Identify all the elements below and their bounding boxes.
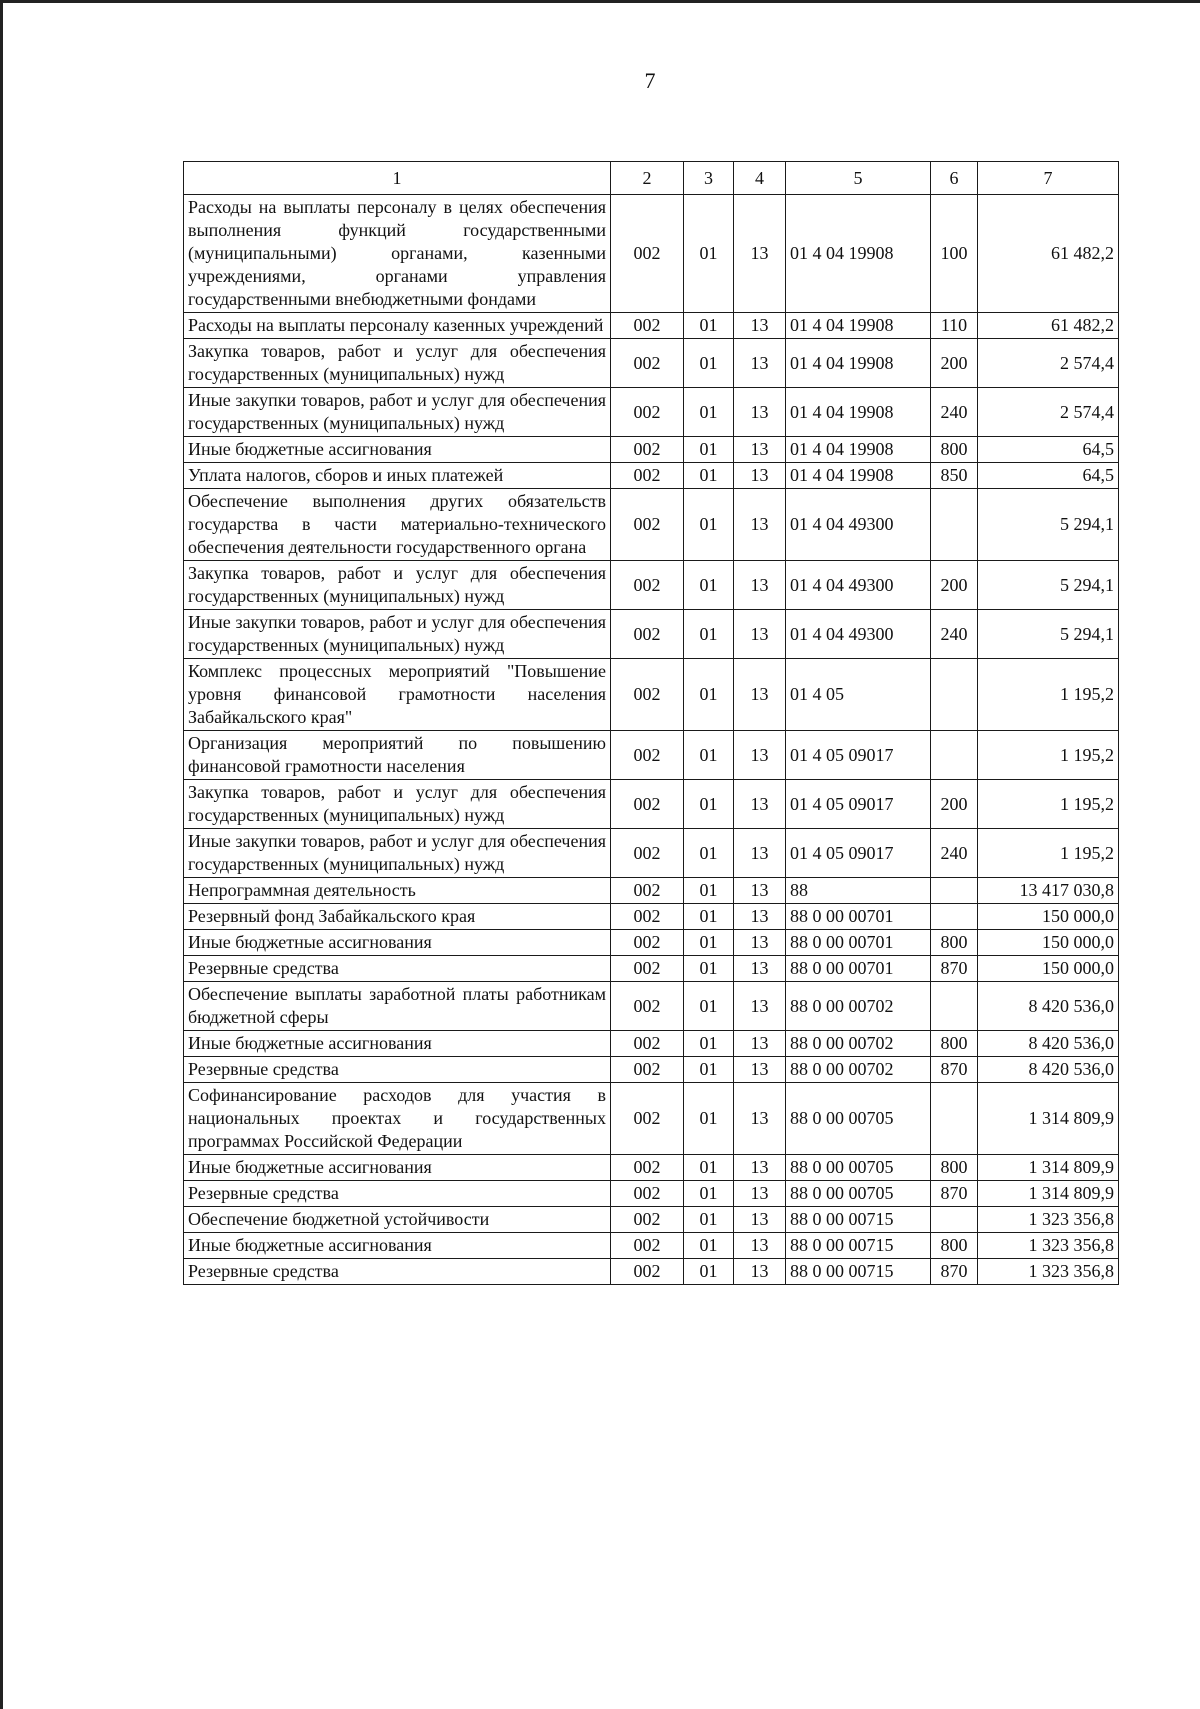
cell-section-code: 01 bbox=[684, 1233, 734, 1259]
cell-target-article-code: 88 0 00 00701 bbox=[786, 930, 931, 956]
cell-section-code: 01 bbox=[684, 1259, 734, 1285]
cell-section-code: 01 bbox=[684, 463, 734, 489]
cell-ministry-code: 002 bbox=[611, 1181, 684, 1207]
cell-ministry-code: 002 bbox=[611, 610, 684, 659]
cell-expense-type-code bbox=[931, 1083, 978, 1155]
header-col-5: 5 bbox=[786, 162, 931, 195]
cell-section-code: 01 bbox=[684, 829, 734, 878]
cell-target-article-code: 01 4 04 19908 bbox=[786, 339, 931, 388]
table-row bbox=[184, 1181, 1119, 1207]
cell-target-article-code: 88 0 00 00715 bbox=[786, 1207, 931, 1233]
cell-amount: 5 294,1 bbox=[978, 561, 1119, 610]
cell-ministry-code: 002 bbox=[611, 388, 684, 437]
cell-section-code: 01 bbox=[684, 195, 734, 313]
cell-subsection-code: 13 bbox=[734, 313, 786, 339]
table-row bbox=[184, 1031, 1119, 1057]
cell-expense-name: Закупка товаров, работ и услуг для обеспечения государственных (муниципальных) нужд bbox=[184, 561, 611, 610]
cell-ministry-code: 002 bbox=[611, 437, 684, 463]
cell-expense-name: Иные бюджетные ассигнования bbox=[184, 930, 611, 956]
cell-section-code: 01 bbox=[684, 1083, 734, 1155]
cell-target-article-code: 88 0 00 00701 bbox=[786, 956, 931, 982]
table-row bbox=[184, 1259, 1119, 1285]
cell-expense-type-code: 240 bbox=[931, 610, 978, 659]
cell-amount: 1 323 356,8 bbox=[978, 1207, 1119, 1233]
cell-expense-type-code: 240 bbox=[931, 388, 978, 437]
cell-ministry-code: 002 bbox=[611, 930, 684, 956]
table-row bbox=[184, 313, 1119, 339]
cell-section-code: 01 bbox=[684, 1181, 734, 1207]
cell-expense-name: Обеспечение бюджетной устойчивости bbox=[184, 1207, 611, 1233]
cell-subsection-code: 13 bbox=[734, 1057, 786, 1083]
header-col-7: 7 bbox=[978, 162, 1119, 195]
cell-subsection-code: 13 bbox=[734, 659, 786, 731]
cell-expense-name: Обеспечение выполнения других обязательств государства в части материально-технического обеспечения деятельности государственного органа bbox=[184, 489, 611, 561]
cell-amount: 5 294,1 bbox=[978, 610, 1119, 659]
cell-amount: 1 314 809,9 bbox=[978, 1155, 1119, 1181]
cell-amount: 2 574,4 bbox=[978, 388, 1119, 437]
cell-amount: 1 314 809,9 bbox=[978, 1083, 1119, 1155]
cell-ministry-code: 002 bbox=[611, 489, 684, 561]
cell-section-code: 01 bbox=[684, 489, 734, 561]
cell-subsection-code: 13 bbox=[734, 780, 786, 829]
cell-ministry-code: 002 bbox=[611, 1233, 684, 1259]
cell-amount: 1 195,2 bbox=[978, 731, 1119, 780]
cell-ministry-code: 002 bbox=[611, 339, 684, 388]
header-col-2: 2 bbox=[611, 162, 684, 195]
table-row bbox=[184, 489, 1119, 561]
cell-expense-name: Обеспечение выплаты заработной платы работникам бюджетной сферы bbox=[184, 982, 611, 1031]
cell-expense-name: Резервный фонд Забайкальского края bbox=[184, 904, 611, 930]
cell-ministry-code: 002 bbox=[611, 659, 684, 731]
table-row bbox=[184, 610, 1119, 659]
cell-expense-name: Иные бюджетные ассигнования bbox=[184, 437, 611, 463]
budget-table bbox=[183, 161, 1119, 1285]
table-row bbox=[184, 339, 1119, 388]
cell-section-code: 01 bbox=[684, 878, 734, 904]
cell-expense-type-code: 110 bbox=[931, 313, 978, 339]
cell-expense-name: Иные бюджетные ассигнования bbox=[184, 1233, 611, 1259]
cell-subsection-code: 13 bbox=[734, 878, 786, 904]
cell-ministry-code: 002 bbox=[611, 1083, 684, 1155]
cell-ministry-code: 002 bbox=[611, 982, 684, 1031]
cell-target-article-code: 01 4 04 49300 bbox=[786, 489, 931, 561]
cell-subsection-code: 13 bbox=[734, 1155, 786, 1181]
cell-target-article-code: 88 0 00 00705 bbox=[786, 1155, 931, 1181]
cell-target-article-code: 01 4 04 19908 bbox=[786, 463, 931, 489]
cell-ministry-code: 002 bbox=[611, 1031, 684, 1057]
cell-target-article-code: 01 4 05 bbox=[786, 659, 931, 731]
cell-expense-type-code bbox=[931, 982, 978, 1031]
cell-section-code: 01 bbox=[684, 1057, 734, 1083]
cell-amount: 8 420 536,0 bbox=[978, 982, 1119, 1031]
cell-subsection-code: 13 bbox=[734, 561, 786, 610]
cell-subsection-code: 13 bbox=[734, 1233, 786, 1259]
table-row bbox=[184, 829, 1119, 878]
cell-subsection-code: 13 bbox=[734, 489, 786, 561]
cell-expense-name: Расходы на выплаты персоналу казенных учреждений bbox=[184, 313, 611, 339]
table-header bbox=[184, 162, 1119, 195]
cell-ministry-code: 002 bbox=[611, 313, 684, 339]
table-row bbox=[184, 561, 1119, 610]
cell-subsection-code: 13 bbox=[734, 339, 786, 388]
cell-expense-name: Закупка товаров, работ и услуг для обеспечения государственных (муниципальных) нужд bbox=[184, 339, 611, 388]
table-row bbox=[184, 1057, 1119, 1083]
cell-expense-name: Резервные средства bbox=[184, 1057, 611, 1083]
cell-subsection-code: 13 bbox=[734, 956, 786, 982]
cell-expense-type-code: 800 bbox=[931, 1233, 978, 1259]
cell-ministry-code: 002 bbox=[611, 829, 684, 878]
cell-section-code: 01 bbox=[684, 982, 734, 1031]
cell-ministry-code: 002 bbox=[611, 780, 684, 829]
cell-amount: 8 420 536,0 bbox=[978, 1031, 1119, 1057]
cell-subsection-code: 13 bbox=[734, 610, 786, 659]
cell-amount: 8 420 536,0 bbox=[978, 1057, 1119, 1083]
cell-expense-type-code: 200 bbox=[931, 561, 978, 610]
cell-expense-name: Софинансирование расходов для участия в национальных проектах и государственных программах Российской Федерации bbox=[184, 1083, 611, 1155]
table-row bbox=[184, 463, 1119, 489]
cell-target-article-code: 88 0 00 00705 bbox=[786, 1181, 931, 1207]
cell-expense-type-code bbox=[931, 904, 978, 930]
cell-amount: 5 294,1 bbox=[978, 489, 1119, 561]
table-row bbox=[184, 1155, 1119, 1181]
cell-section-code: 01 bbox=[684, 956, 734, 982]
table-row bbox=[184, 878, 1119, 904]
cell-ministry-code: 002 bbox=[611, 1155, 684, 1181]
scan-border-left bbox=[0, 0, 3, 1709]
cell-target-article-code: 88 bbox=[786, 878, 931, 904]
table-body bbox=[184, 195, 1119, 1285]
cell-expense-type-code: 240 bbox=[931, 829, 978, 878]
cell-expense-name: Иные закупки товаров, работ и услуг для обеспечения государственных (муниципальных) нужд bbox=[184, 829, 611, 878]
cell-expense-name: Непрограммная деятельность bbox=[184, 878, 611, 904]
cell-expense-type-code: 870 bbox=[931, 1259, 978, 1285]
cell-subsection-code: 13 bbox=[734, 1083, 786, 1155]
cell-section-code: 01 bbox=[684, 1155, 734, 1181]
cell-ministry-code: 002 bbox=[611, 561, 684, 610]
table-row bbox=[184, 1207, 1119, 1233]
cell-ministry-code: 002 bbox=[611, 195, 684, 313]
cell-amount: 13 417 030,8 bbox=[978, 878, 1119, 904]
cell-ministry-code: 002 bbox=[611, 878, 684, 904]
cell-target-article-code: 01 4 04 19908 bbox=[786, 313, 931, 339]
cell-amount: 1 195,2 bbox=[978, 780, 1119, 829]
cell-section-code: 01 bbox=[684, 313, 734, 339]
cell-expense-type-code: 850 bbox=[931, 463, 978, 489]
cell-expense-type-code: 800 bbox=[931, 1031, 978, 1057]
header-col-1: 1 bbox=[184, 162, 611, 195]
cell-target-article-code: 01 4 04 19908 bbox=[786, 195, 931, 313]
cell-target-article-code: 88 0 00 00715 bbox=[786, 1233, 931, 1259]
cell-ministry-code: 002 bbox=[611, 731, 684, 780]
cell-ministry-code: 002 bbox=[611, 463, 684, 489]
cell-expense-type-code bbox=[931, 489, 978, 561]
cell-expense-type-code bbox=[931, 659, 978, 731]
cell-subsection-code: 13 bbox=[734, 829, 786, 878]
cell-section-code: 01 bbox=[684, 930, 734, 956]
cell-section-code: 01 bbox=[684, 561, 734, 610]
cell-target-article-code: 88 0 00 00702 bbox=[786, 1057, 931, 1083]
cell-target-article-code: 01 4 04 19908 bbox=[786, 437, 931, 463]
cell-subsection-code: 13 bbox=[734, 437, 786, 463]
cell-ministry-code: 002 bbox=[611, 1207, 684, 1233]
cell-target-article-code: 88 0 00 00705 bbox=[786, 1083, 931, 1155]
cell-amount: 64,5 bbox=[978, 437, 1119, 463]
cell-amount: 1 195,2 bbox=[978, 829, 1119, 878]
cell-expense-name: Уплата налогов, сборов и иных платежей bbox=[184, 463, 611, 489]
cell-target-article-code: 88 0 00 00702 bbox=[786, 982, 931, 1031]
cell-amount: 64,5 bbox=[978, 463, 1119, 489]
cell-section-code: 01 bbox=[684, 1031, 734, 1057]
cell-subsection-code: 13 bbox=[734, 1259, 786, 1285]
header-row bbox=[184, 162, 1119, 195]
cell-section-code: 01 bbox=[684, 1207, 734, 1233]
cell-expense-name: Иные бюджетные ассигнования bbox=[184, 1155, 611, 1181]
cell-ministry-code: 002 bbox=[611, 904, 684, 930]
header-col-6: 6 bbox=[931, 162, 978, 195]
header-col-3: 3 bbox=[684, 162, 734, 195]
table-row bbox=[184, 982, 1119, 1031]
cell-expense-name: Резервные средства bbox=[184, 1259, 611, 1285]
cell-target-article-code: 88 0 00 00702 bbox=[786, 1031, 931, 1057]
cell-subsection-code: 13 bbox=[734, 463, 786, 489]
cell-section-code: 01 bbox=[684, 610, 734, 659]
cell-expense-name: Резервные средства bbox=[184, 1181, 611, 1207]
table-row bbox=[184, 388, 1119, 437]
cell-subsection-code: 13 bbox=[734, 982, 786, 1031]
cell-subsection-code: 13 bbox=[734, 1207, 786, 1233]
cell-expense-name: Иные закупки товаров, работ и услуг для обеспечения государственных (муниципальных) нужд bbox=[184, 610, 611, 659]
table-row bbox=[184, 930, 1119, 956]
table-row bbox=[184, 1083, 1119, 1155]
cell-expense-type-code: 870 bbox=[931, 956, 978, 982]
cell-section-code: 01 bbox=[684, 780, 734, 829]
cell-expense-type-code: 100 bbox=[931, 195, 978, 313]
cell-amount: 61 482,2 bbox=[978, 195, 1119, 313]
cell-amount: 1 323 356,8 bbox=[978, 1259, 1119, 1285]
cell-section-code: 01 bbox=[684, 904, 734, 930]
cell-expense-type-code: 200 bbox=[931, 339, 978, 388]
cell-target-article-code: 88 0 00 00701 bbox=[786, 904, 931, 930]
cell-expense-type-code bbox=[931, 1207, 978, 1233]
cell-amount: 150 000,0 bbox=[978, 904, 1119, 930]
cell-subsection-code: 13 bbox=[734, 388, 786, 437]
cell-expense-type-code: 800 bbox=[931, 1155, 978, 1181]
cell-target-article-code: 01 4 04 49300 bbox=[786, 610, 931, 659]
cell-amount: 150 000,0 bbox=[978, 930, 1119, 956]
cell-expense-name: Закупка товаров, работ и услуг для обеспечения государственных (муниципальных) нужд bbox=[184, 780, 611, 829]
cell-expense-type-code bbox=[931, 731, 978, 780]
cell-ministry-code: 002 bbox=[611, 956, 684, 982]
cell-expense-type-code: 200 bbox=[931, 780, 978, 829]
cell-target-article-code: 01 4 05 09017 bbox=[786, 829, 931, 878]
cell-expense-name: Организация мероприятий по повышению финансовой грамотности населения bbox=[184, 731, 611, 780]
header-col-4: 4 bbox=[734, 162, 786, 195]
cell-subsection-code: 13 bbox=[734, 731, 786, 780]
cell-subsection-code: 13 bbox=[734, 195, 786, 313]
cell-expense-name: Комплекс процессных мероприятий "Повышение уровня финансовой грамотности населения Забайкальского края" bbox=[184, 659, 611, 731]
table-row bbox=[184, 904, 1119, 930]
cell-expense-name: Расходы на выплаты персоналу в целях обеспечения выполнения функций государственными (муниципальными) органами, казенными учреждениями, органами управления государственными внебюджетными фондами bbox=[184, 195, 611, 313]
cell-target-article-code: 88 0 00 00715 bbox=[786, 1259, 931, 1285]
cell-expense-type-code: 870 bbox=[931, 1181, 978, 1207]
page-number: 7 bbox=[644, 68, 656, 93]
cell-expense-type-code: 870 bbox=[931, 1057, 978, 1083]
table-row bbox=[184, 731, 1119, 780]
cell-subsection-code: 13 bbox=[734, 904, 786, 930]
cell-target-article-code: 01 4 04 49300 bbox=[786, 561, 931, 610]
table-row bbox=[184, 659, 1119, 731]
cell-subsection-code: 13 bbox=[734, 1031, 786, 1057]
cell-section-code: 01 bbox=[684, 388, 734, 437]
table-row bbox=[184, 780, 1119, 829]
cell-amount: 61 482,2 bbox=[978, 313, 1119, 339]
cell-amount: 1 323 356,8 bbox=[978, 1233, 1119, 1259]
cell-expense-name: Иные закупки товаров, работ и услуг для обеспечения государственных (муниципальных) нужд bbox=[184, 388, 611, 437]
cell-section-code: 01 bbox=[684, 339, 734, 388]
table-row bbox=[184, 195, 1119, 313]
cell-subsection-code: 13 bbox=[734, 1181, 786, 1207]
cell-expense-type-code: 800 bbox=[931, 930, 978, 956]
cell-subsection-code: 13 bbox=[734, 930, 786, 956]
cell-target-article-code: 01 4 04 19908 bbox=[786, 388, 931, 437]
cell-target-article-code: 01 4 05 09017 bbox=[786, 780, 931, 829]
table-row bbox=[184, 437, 1119, 463]
scan-border-top bbox=[0, 0, 1200, 3]
cell-section-code: 01 bbox=[684, 437, 734, 463]
cell-section-code: 01 bbox=[684, 731, 734, 780]
table-row bbox=[184, 956, 1119, 982]
cell-ministry-code: 002 bbox=[611, 1057, 684, 1083]
cell-expense-name: Иные бюджетные ассигнования bbox=[184, 1031, 611, 1057]
cell-ministry-code: 002 bbox=[611, 1259, 684, 1285]
cell-amount: 1 195,2 bbox=[978, 659, 1119, 731]
cell-expense-type-code: 800 bbox=[931, 437, 978, 463]
cell-amount: 150 000,0 bbox=[978, 956, 1119, 982]
cell-amount: 2 574,4 bbox=[978, 339, 1119, 388]
cell-section-code: 01 bbox=[684, 659, 734, 731]
cell-amount: 1 314 809,9 bbox=[978, 1181, 1119, 1207]
cell-target-article-code: 01 4 05 09017 bbox=[786, 731, 931, 780]
cell-expense-name: Резервные средства bbox=[184, 956, 611, 982]
cell-expense-type-code bbox=[931, 878, 978, 904]
table-row bbox=[184, 1233, 1119, 1259]
